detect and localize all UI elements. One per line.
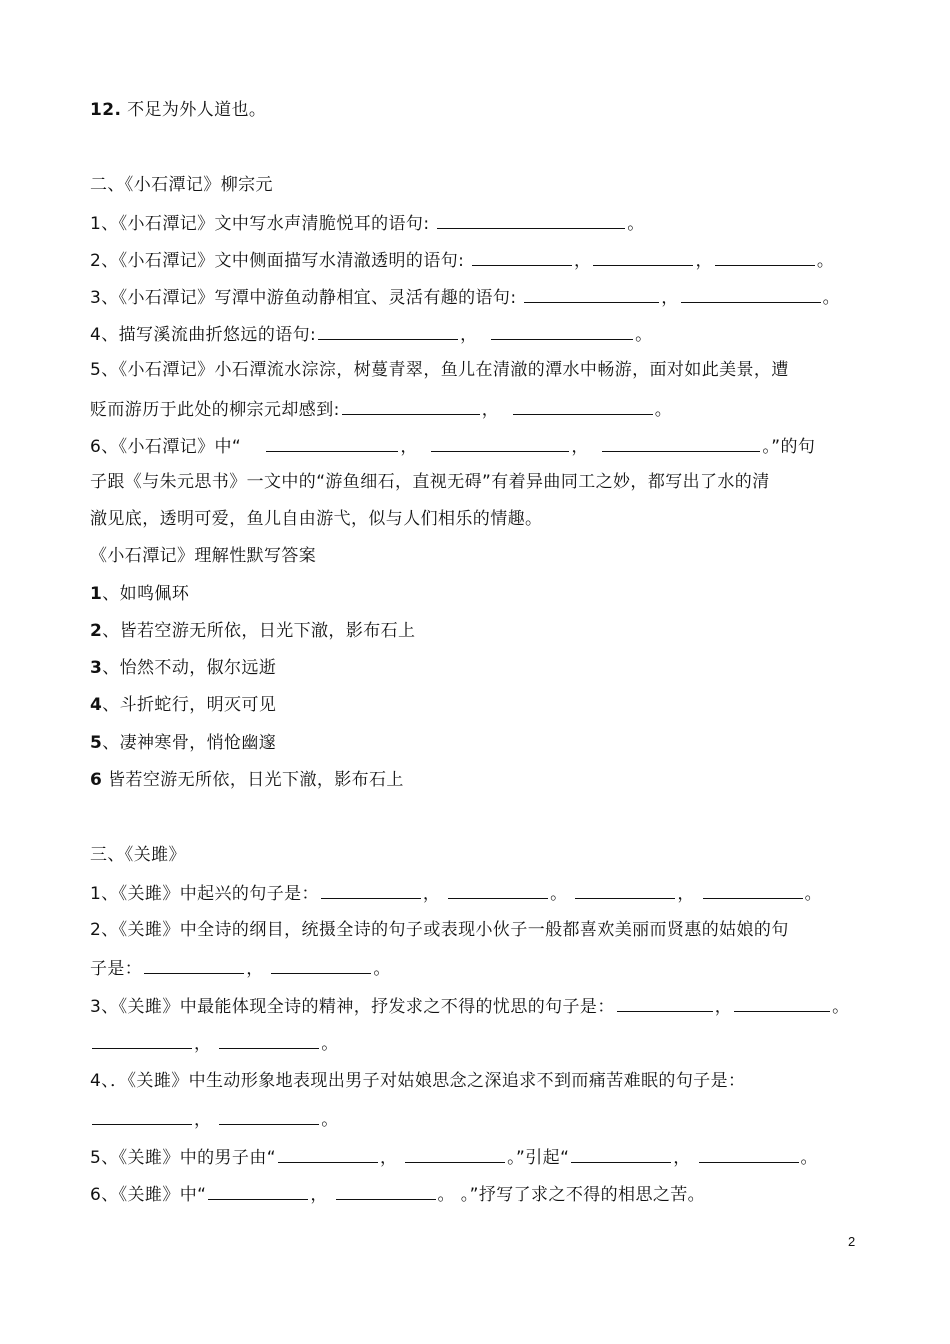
question-text: 4、描写溪流曲折悠远的语句: xyxy=(90,325,317,345)
question-2-3 xyxy=(90,284,840,310)
question-text: 。 。”抒写了求之不得的相思之苦。 xyxy=(437,1185,706,1205)
punct: 。 xyxy=(321,1034,339,1054)
answer-item xyxy=(90,582,189,606)
punct: 。 xyxy=(550,884,568,904)
answer-blank[interactable] xyxy=(571,1144,671,1163)
answer-blank[interactable] xyxy=(575,880,675,899)
punct: ， xyxy=(673,1148,691,1168)
answer-blank[interactable] xyxy=(524,284,659,303)
answer-number: 2 xyxy=(90,621,103,641)
answer-blank[interactable] xyxy=(144,955,244,974)
punct: 。 xyxy=(804,884,822,904)
punct: 。 xyxy=(822,288,841,308)
question-text: 5、《关雎》中的男子由“ xyxy=(90,1148,276,1168)
question-3-1 xyxy=(90,880,822,906)
answer-number: 4 xyxy=(90,695,103,715)
line-text: 不足为外人道也。 xyxy=(121,100,267,120)
question-text: 1、《小石潭记》文中写水声清脆悦耳的语句: xyxy=(90,214,436,234)
answer-blank[interactable] xyxy=(513,396,653,415)
answer-number: 6 xyxy=(90,770,103,790)
punct: ， xyxy=(246,959,264,979)
answer-blank[interactable] xyxy=(342,396,480,415)
question-text: 贬而游历于此处的柳宗元却感到: xyxy=(90,400,340,420)
question-3-6 xyxy=(90,1181,705,1207)
answers-title: 《小石潭记》理解性默写答案 xyxy=(90,546,317,566)
answer-item xyxy=(90,619,415,643)
section-heading: 二、《小石潭记》柳宗元 xyxy=(90,175,273,195)
punct: ， xyxy=(379,1148,398,1168)
question-text: 6、《小石潭记》中“ xyxy=(90,437,242,457)
punct: ， xyxy=(310,1185,328,1205)
question-2-1 xyxy=(90,210,645,236)
question-2-5-line2 xyxy=(90,396,672,422)
punct: ， xyxy=(422,884,441,904)
question-text: 。”引起“ xyxy=(507,1148,570,1168)
answer-item xyxy=(90,656,276,680)
answer-blank[interactable] xyxy=(278,1144,378,1163)
question-2-6-line1 xyxy=(90,433,815,459)
question-2-2 xyxy=(90,247,834,273)
punct: ， xyxy=(571,437,589,457)
punct: ， xyxy=(695,251,713,271)
section-heading: 三、《关雎》 xyxy=(90,845,186,865)
question-text: 子是： xyxy=(90,959,143,979)
answer-text: 、斗折蛇行，明灭可见 xyxy=(102,695,277,715)
answer-item xyxy=(90,768,404,792)
punct: 。 xyxy=(321,1110,339,1130)
punct: 。 xyxy=(832,997,850,1017)
question-text: 3、《小石潭记》写潭中游鱼动静相宜、灵活有趣的语句: xyxy=(90,288,523,308)
answer-blank[interactable] xyxy=(336,1181,436,1200)
question-2-4 xyxy=(90,321,653,347)
answer-blank[interactable] xyxy=(448,880,548,899)
answer-blank[interactable] xyxy=(734,993,830,1012)
answer-number: 1 xyxy=(90,584,103,604)
question-text: 1、《关雎》中起兴的句子是： xyxy=(90,884,319,904)
answer-blank[interactable] xyxy=(92,1030,192,1049)
answer-blank[interactable] xyxy=(219,1106,319,1125)
answer-text: 、凄神寒骨，悄怆幽邃 xyxy=(102,733,277,753)
question-text: 6、《关雎》中“ xyxy=(90,1185,207,1205)
punct: ， xyxy=(574,251,592,271)
answer-text: 、皆若空游无所依，日光下澈，影布石上 xyxy=(102,621,416,641)
page-number: 2 xyxy=(848,1234,856,1249)
question-3-4-line2 xyxy=(90,1106,339,1132)
question-text: 3、《关雎》中最能体现全诗的精神，抒发求之不得的忧思的句子是： xyxy=(90,997,615,1017)
question-2-6-line2: 子跟《与朱元思书》一文中的“游鱼细石，直视无碍”有着异曲同工之妙，都写出了水的清 xyxy=(90,472,770,492)
question-3-5 xyxy=(90,1144,818,1170)
answer-blank[interactable] xyxy=(271,955,371,974)
answer-blank[interactable] xyxy=(681,284,821,303)
punct: ， xyxy=(194,1034,212,1054)
question-3-3-line2 xyxy=(90,1030,339,1056)
punct: 。 xyxy=(627,214,645,234)
question-text: 2、《小石潭记》文中侧面描写水清澈透明的语句: xyxy=(90,251,471,271)
answer-blank[interactable] xyxy=(715,247,815,266)
answer-blank[interactable] xyxy=(602,433,760,452)
answer-blank[interactable] xyxy=(491,321,633,340)
answer-item xyxy=(90,693,276,717)
answer-blank[interactable] xyxy=(208,1181,308,1200)
answer-blank[interactable] xyxy=(617,993,713,1012)
punct: 。 xyxy=(816,251,835,271)
question-3-3-line1 xyxy=(90,993,850,1019)
punct: ， xyxy=(481,400,500,420)
punct: ， xyxy=(661,288,679,308)
answer-blank[interactable] xyxy=(92,1106,192,1125)
answer-text: 、如鸣佩环 xyxy=(102,584,190,604)
answer-blank[interactable] xyxy=(472,247,572,266)
answer-blank[interactable] xyxy=(321,880,421,899)
punct: 。 xyxy=(635,325,653,345)
answer-blank[interactable] xyxy=(318,321,458,340)
question-2-6-line3: 澈见底，透明可爱，鱼儿自由游弋，似与人们相乐的情趣。 xyxy=(90,509,543,529)
answer-blank[interactable] xyxy=(266,433,398,452)
punct: 。 xyxy=(800,1148,818,1168)
answer-item xyxy=(90,731,276,755)
punct: ， xyxy=(400,437,418,457)
punct: ， xyxy=(460,325,478,345)
answer-number: 5 xyxy=(90,733,103,753)
question-3-2-line2 xyxy=(90,955,391,981)
question-3-4-line1: 4、．《关雎》中生动形象地表现出男子对姑娘思念之深追求不到而痛苦难眠的句子是： xyxy=(90,1071,746,1091)
answer-blank[interactable] xyxy=(699,1144,799,1163)
punct: 。 xyxy=(373,959,391,979)
question-3-2-line1: 2、《关雎》中全诗的纲目，统摄全诗的句子或表现小伙子一般都喜欢美丽而贤惠的姑娘的句 xyxy=(90,920,789,940)
question-2-5-line1: 5、《小石潭记》小石潭流水淙淙，树蔓青翠，鱼儿在清澈的潭水中畅游，面对如此美景，遭 xyxy=(90,360,789,380)
punct: 。 xyxy=(654,400,673,420)
answer-blank[interactable] xyxy=(219,1030,319,1049)
punct: ， xyxy=(677,884,695,904)
answer-blank[interactable] xyxy=(405,1144,505,1163)
answer-number: 3 xyxy=(90,658,103,678)
line-12 xyxy=(90,98,266,122)
answer-blank[interactable] xyxy=(431,433,569,452)
answer-blank[interactable] xyxy=(437,210,625,229)
punct: ， xyxy=(714,997,733,1017)
question-text: 。”的句 xyxy=(762,437,816,457)
answer-text: 皆若空游无所依，日光下澈，影布石上 xyxy=(102,770,404,790)
item-number: 12. xyxy=(90,100,122,120)
punct: ， xyxy=(194,1110,212,1130)
answer-blank[interactable] xyxy=(593,247,693,266)
answer-text: 、怡然不动，俶尔远逝 xyxy=(102,658,277,678)
answer-blank[interactable] xyxy=(703,880,803,899)
